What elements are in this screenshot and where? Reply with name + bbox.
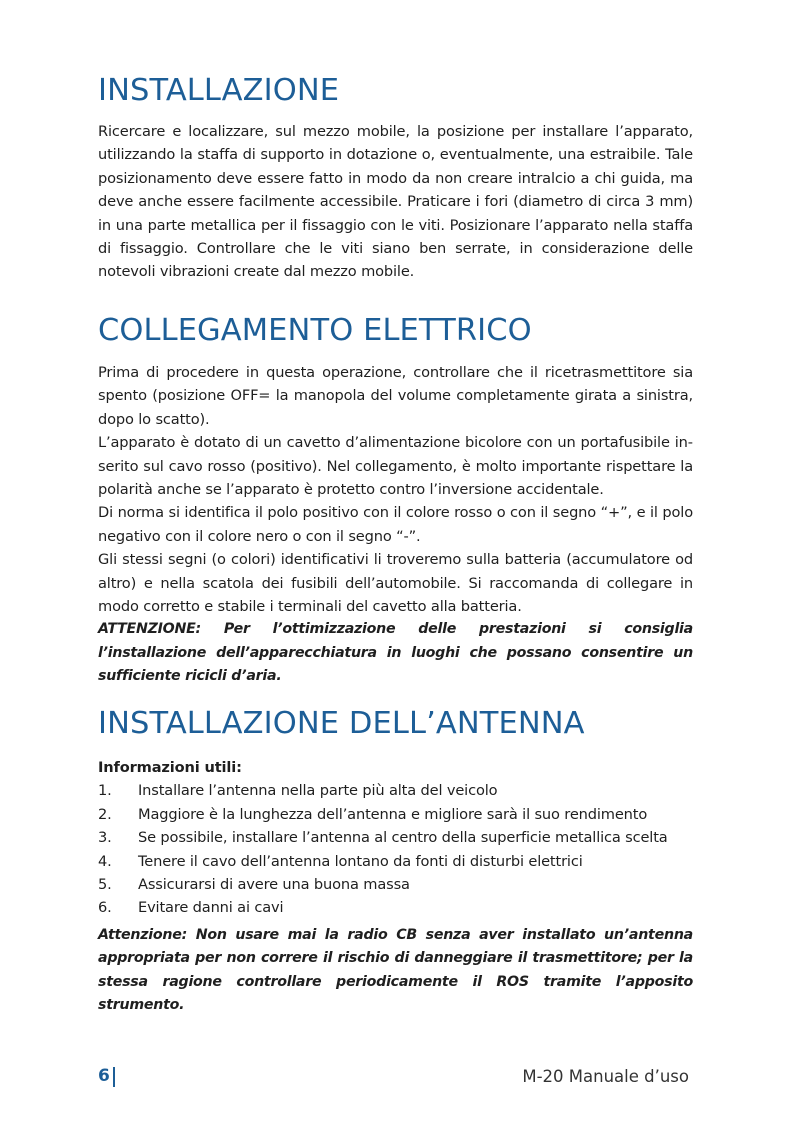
heading-installazione-antenna: INSTALLAZIONE DELL’ANTENNA — [98, 706, 585, 741]
installazione-text: Ricercare e localizzare, sul mezzo mobile, la posizione per installare l’apparato, utilizzando la staffa di supporto in dotazione o, eventualmente, una estraibile. Tale posizionamento deve essere fatto in modo da non creare intralcio a chi guida, ma deve anche essere facilmente accessibile. Praticare i fori (diametro di circa 3 mm) in una parte metallica per il fissaggio con le viti. Posizionare l’apparato nella staffa di fissaggio. Controllare che le viti siano ben serrate, in considerazione delle notevoli vibrazioni create dal mezzo mobile. — [98, 123, 693, 281]
list-item-number: 3. — [98, 829, 112, 847]
antenna-warning: Attenzione: Non usare mai la radio CB senza aver installato un’antenna appropriata per non correre il rischio di danneggiare il trasmettitore; per la stessa ragione controllare periodicamente il ROS tramite l’apposito strumento. — [98, 926, 693, 1014]
list-item-number: 4. — [98, 852, 112, 870]
section-installazione — [98, 73, 693, 109]
list-item-text: Evitare danni ai cavi — [138, 899, 284, 917]
section-antenna — [98, 706, 693, 742]
collegamento-paragraph-3: Di norma si identifica il polo positivo con il colore rosso o con il segno “+”, e il polo negativo con il colore nero o con il segno “-”. — [98, 504, 693, 545]
list-item-number: 1. — [98, 782, 112, 800]
collegamento-paragraph-2: L’apparato è dotato di un cavetto d’alimentazione bicolore con un portafusibile inserito sul cavo rosso (positivo). Nel collegamento, è molto importante rispettare la polarità anche se l’apparato è protetto contro l’inversione accidentale. — [98, 434, 693, 499]
list-item — [98, 850, 693, 873]
manual-title: M-20 Manuale d’uso — [522, 1067, 689, 1086]
antenna-info-list — [98, 779, 693, 919]
heading-installazione: INSTALLAZIONE — [98, 73, 340, 108]
list-item-text: Assicurarsi di avere una buona massa — [138, 876, 410, 894]
list-item — [98, 779, 693, 802]
page-number: 6 — [98, 1066, 110, 1086]
section-antenna-body — [98, 756, 693, 1017]
collegamento-paragraph-4: Gli stessi segni (o colori) identificativi li troveremo sulla batteria (accumulatore od altro) e nella scatola dei fusibili dell’automobile. Si raccomanda di collegare in modo corretto e stabile i terminali del cavetto alla batteria. — [98, 551, 693, 616]
list-item-text: Maggiore è la lunghezza dell’antenna e migliore sarà il suo rendimento — [138, 805, 648, 823]
list-item — [98, 803, 693, 826]
list-item-number: 2. — [98, 805, 112, 823]
section-installazione-body — [98, 120, 693, 284]
antenna-subtitle: Informazioni utili: — [98, 759, 242, 776]
collegamento-warning: ATTENZIONE: Per l’ottimizzazione delle prestazioni si consiglia l’installazione dell’apparecchiatura in luoghi che possano consentire un sufficiente ricicli d’aria. — [98, 621, 693, 685]
footer-divider — [113, 1067, 115, 1087]
heading-collegamento-elettrico: COLLEGAMENTO ELETTRICO — [98, 313, 532, 348]
list-item-text: Installare l’antenna nella parte più alta del veicolo — [138, 782, 498, 800]
section-collegamento — [98, 313, 693, 349]
list-item — [98, 896, 693, 919]
list-item-text: Se possibile, installare l’antenna al centro della superficie metallica scelta — [138, 829, 668, 847]
section-collegamento-body — [98, 361, 693, 689]
list-item-text: Tenere il cavo dell’antenna lontano da fonti di disturbi elettrici — [138, 852, 583, 870]
collegamento-paragraph-1: Prima di procedere in questa operazione, controllare che il ricetrasmettitore sia spento (posizione OFF= la manopola del volume completamente girata a sinistra, dopo lo scatto). — [98, 364, 693, 428]
list-item — [98, 873, 693, 896]
list-item — [98, 826, 693, 849]
list-item-number: 5. — [98, 876, 112, 894]
list-item-number: 6. — [98, 899, 112, 917]
